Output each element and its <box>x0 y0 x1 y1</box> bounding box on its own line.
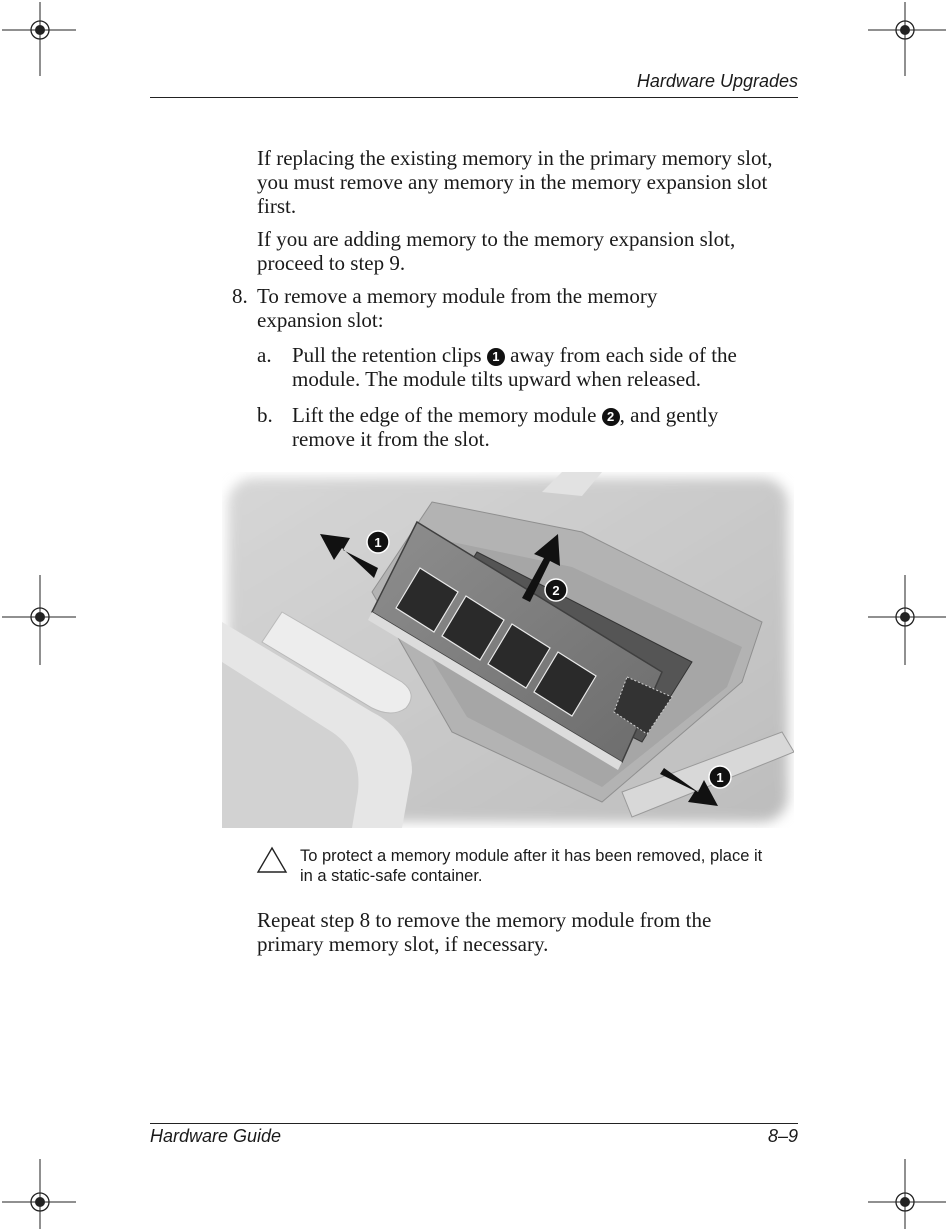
page-number: 8–9 <box>767 1126 798 1146</box>
registration-mark-icon <box>868 575 948 665</box>
substep-b-text <box>292 403 762 451</box>
footer-rule <box>150 1123 798 1124</box>
paragraph-repeat-step: Repeat step 8 to remove the memory module from the primary memory slot, if necessary. <box>257 908 712 956</box>
registration-mark-icon <box>868 1155 948 1229</box>
registration-mark-icon <box>868 0 948 80</box>
paragraph-replacing-memory: If replacing the existing memory in the primary memory slot, you must remove any memory in the memory expansion slot first. <box>257 146 773 218</box>
registration-mark-icon <box>0 0 80 80</box>
substep-a-text <box>292 343 772 391</box>
callout-1-icon: 1 <box>487 348 505 366</box>
caution-triangle-icon <box>256 846 288 874</box>
figure-callout-2-label: 2 <box>552 583 560 598</box>
registration-mark-icon <box>0 575 80 665</box>
substep-label-b: b. <box>257 403 273 427</box>
running-header: Hardware Upgrades <box>636 71 798 91</box>
header-rule <box>150 97 798 98</box>
figure-callout-1b-label: 1 <box>716 770 724 785</box>
step-8-text: To remove a memory module from the memory expansion slot: <box>257 284 658 332</box>
caution-text: To protect a memory module after it has been removed, place it in a static-safe container. <box>300 847 763 885</box>
substep-b-text-after: , and gently remove it from the slot. <box>292 403 719 451</box>
registration-mark-icon <box>0 1155 80 1229</box>
substep-a-text-after: away from each side of the module. The module tilts upward when released. <box>292 343 737 391</box>
substep-b-text-before: Lift the edge of the memory module <box>292 403 602 427</box>
substep-a-text-before: Pull the retention clips <box>292 343 487 367</box>
figure-callout-1-label: 1 <box>374 535 382 550</box>
paragraph-adding-memory: If you are adding memory to the memory expansion slot, proceed to step 9. <box>257 227 736 275</box>
memory-module-figure <box>222 472 794 828</box>
footer-guide-title: Hardware Guide <box>150 1126 282 1146</box>
step-number: 8. <box>232 284 248 308</box>
substep-label-a: a. <box>257 343 272 367</box>
callout-2-icon: 2 <box>602 408 620 426</box>
